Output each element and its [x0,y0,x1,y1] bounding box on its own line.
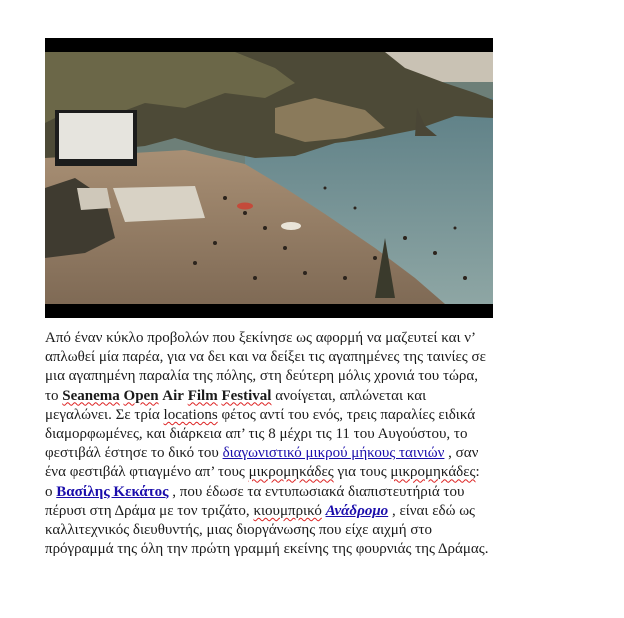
text-run: καλλιτεχνικός διευθυντής, μιας διοργάνωσης που είχε αιχμή στο [45,522,433,539]
article-line [45,387,555,406]
text-run: locations [163,406,218,423]
bold-text: Seanema [62,387,120,404]
text-run: Από έναν κύκλο προβολών που ξεκίνησε ως αφορμή να μαζευτεί και ν’ [45,330,477,346]
article-text [45,329,555,559]
article-link[interactable]: Βασίλης Κεκάτος [56,483,169,500]
text-run: κιουμπρικό [253,502,322,519]
text-run: μικρομηκάδες [248,464,334,481]
text-run: για τους [333,464,391,481]
text-run: πέρυσι στη Δράμα με τον τριζάτο, [45,502,254,519]
article-link[interactable]: Ανάδρομο [325,502,389,519]
text-run: ανοίγεται, απλώνεται και [271,387,427,404]
text-run: πρόγραμμά της όλη την πρώτη γραμμή εκείνης της φουρνιάς της Δράμας. [45,541,489,558]
article-line [45,444,555,463]
article-line [45,540,555,559]
article-line [45,329,555,348]
bold-text: Festival [221,387,272,404]
text-run: ένα φεστιβάλ φτιαγμένο απ’ τους [45,464,249,481]
text-run: ο [45,483,57,500]
text-run: μεγαλώνει. Σε τρία [45,406,164,423]
bold-text: Film [187,387,218,404]
text-run: διαμορφωμένες, και διάρκεια απ’ τις 8 μέχρι τις 11 του Αυγούστου, το [45,426,468,443]
text-run: απλωθεί μία παρέα, για να δει και να δείξει τις αγαπημένες της ταινίες σε [45,349,486,366]
text-run: , είναι εδώ ως [388,502,476,519]
article-line [45,483,555,502]
article-line [45,502,555,521]
text-run: , που έδωσε τα εντυπωσιακά διαπιστευτήριά του [168,483,465,500]
article-line [45,425,555,444]
text-run: , σαν [444,445,479,462]
article-line [45,463,555,482]
text-run: φεστιβάλ έστησε το δικό του [45,445,223,462]
article-line [45,348,555,367]
article-link[interactable]: διαγωνιστικό μικρού μήκους ταινιών [222,445,445,462]
text-run: μια αγαπημένη παραλία της πόλης, στη δεύτερη μόλις χρονιά του τώρα, [45,368,478,385]
article-line [45,521,555,540]
bold-text: Open [123,387,159,404]
text-run: : [475,464,480,481]
text-run: φέτος αντί του ενός, τρεις παραλίες ειδικά [217,406,476,423]
beach-cinema-photo [45,38,493,318]
article-line [45,406,555,425]
text-run: μικρομηκάδες [390,464,476,481]
article-line [45,367,555,386]
text-run: το [45,387,63,404]
bold-text: Air [162,387,184,404]
